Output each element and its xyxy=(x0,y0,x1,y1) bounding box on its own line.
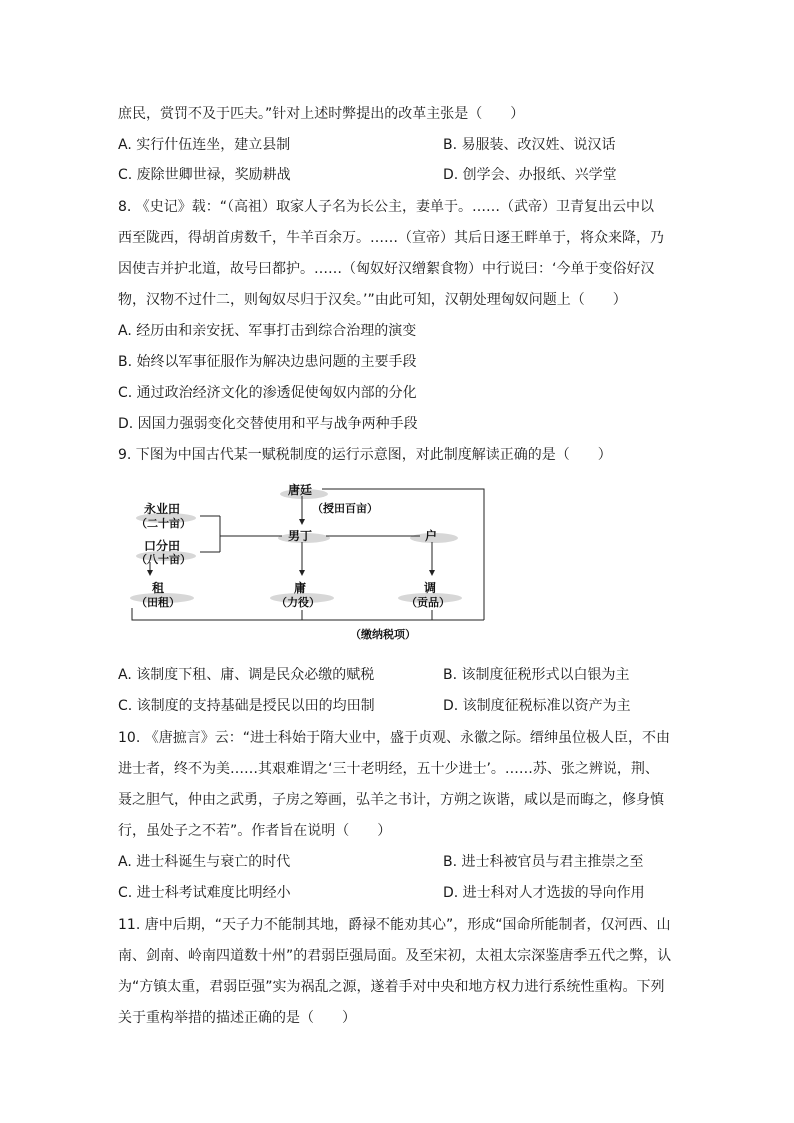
q7-option-d[interactable]: D. 创学会、办报纸、兴学堂 xyxy=(443,167,617,183)
q10-stem-line-4: 行，虽处子之不若”。作者旨在说明（ ） xyxy=(118,823,392,839)
grant-land-label: （授田百亩） xyxy=(312,502,378,515)
q10-option-a[interactable]: A. 进士科诞生与衰亡的时代 xyxy=(118,854,291,870)
diao-label: 调 xyxy=(424,581,437,595)
pay-tax-label: （缴纳税项） xyxy=(350,628,416,641)
diao-sub: （贡品） xyxy=(406,596,450,609)
q10-option-b[interactable]: B. 进士科被官员与君主推崇之至 xyxy=(443,854,644,870)
q8-option-c[interactable]: C. 通过政治经济文化的渗透促使匈奴内部的分化 xyxy=(118,385,417,401)
q8-option-b[interactable]: B. 始终以军事征服作为解决边患问题的主要手段 xyxy=(118,354,417,370)
q11-stem-line-4: 关于重构举措的描述正确的是（ ） xyxy=(118,1010,356,1026)
q9-option-a[interactable]: A. 该制度下租、庸、调是民众必缴的赋税 xyxy=(118,667,375,683)
q7-option-b[interactable]: B. 易服装、改汉姓、说汉话 xyxy=(443,137,616,153)
q9-option-d[interactable]: D. 该制度征税标准以资产为主 xyxy=(443,698,631,714)
q7-option-c[interactable]: C. 废除世卿世禄，奖励耕战 xyxy=(118,167,291,183)
koufen-field-label: 口分田 xyxy=(144,539,181,553)
yongye-field-sub: （二十亩） xyxy=(136,517,191,530)
q11-stem-line-1: 11. 唐中后期，“天子力不能制其地，爵禄不能劝其心”，形成“国命所能制者，仅河西、山 xyxy=(118,917,671,933)
q7-stem-continuation: 庶民，赏罚不及于匹夫。”针对上述时弊提出的改革主张是（ ） xyxy=(118,106,525,122)
tax-system-diagram xyxy=(122,480,492,650)
household-label: 户 xyxy=(425,529,438,543)
q9-option-b[interactable]: B. 该制度征税形式以白银为主 xyxy=(443,667,630,683)
zu-label: 租 xyxy=(152,581,165,595)
q8-stem-line-4: 物，汉物不过什二，则匈奴尽归于汉矣。’”由此可知，汉朝处理匈奴问题上（ ） xyxy=(118,292,627,308)
q9-stem: 9. 下图为中国古代某一赋税制度的运行示意图，对此制度解读正确的是（ ） xyxy=(118,447,612,463)
yong-label: 庸 xyxy=(294,581,307,595)
court-label: 唐廷 xyxy=(288,483,313,497)
koufen-field-sub: （八十亩） xyxy=(136,553,191,566)
q8-stem-line-3: 因使吉并护北道，故号曰都护。……（匈奴好汉缯絮食物）中行说曰：‘今单于变俗好汉 xyxy=(118,261,655,277)
q8-stem-line-2: 西至陇西，得胡首虏数千，牛羊百余万。……（宣帝）其后日逐王畔单于，将众来降，乃 xyxy=(118,230,664,246)
q8-option-d[interactable]: D. 因国力强弱变化交替使用和平与战争两种手段 xyxy=(118,416,418,432)
yong-sub: （力役） xyxy=(276,596,320,609)
zu-sub: （田租） xyxy=(136,596,180,609)
q10-stem-line-3: 聂之胆气，仲由之武勇，子房之筹画，弘羊之书计，方朔之诙谐，咸以是而晦之，修身慎 xyxy=(118,792,664,808)
q10-option-c[interactable]: C. 进士科考试难度比明经小 xyxy=(118,885,291,901)
q7-option-a[interactable]: A. 实行什伍连坐，建立县制 xyxy=(118,137,291,153)
yongye-field-label: 永业田 xyxy=(144,502,181,516)
q10-stem-line-2: 进士者，终不为美……其艰难谓之‘三十老明经，五十少进士’。……苏、张之辨说，荆、 xyxy=(118,761,659,777)
q10-stem-line-1: 10. 《唐摭言》云：“进士科始于隋大业中，盛于贞观、永徽之际。缙绅虽位极人臣，不由 xyxy=(118,730,670,746)
q8-option-a[interactable]: A. 经历由和亲安抚、军事打击到综合治理的演变 xyxy=(118,323,417,339)
male-adult-label: 男丁 xyxy=(288,529,313,543)
q9-option-c[interactable]: C. 该制度的支持基础是授民以田的均田制 xyxy=(118,698,375,714)
q11-stem-line-2: 南、剑南、岭南四道数十州”的君弱臣强局面。及至宋初，太祖太宗深鉴唐季五代之弊，认 xyxy=(118,948,672,964)
q11-stem-line-3: 为“方镇太重，君弱臣强”实为祸乱之源，遂着手对中央和地方权力进行系统性重构。下列 xyxy=(118,979,665,995)
q8-stem-line-1: 8. 《史记》载：“（高祖）取家人子名为长公主，妻单于。……（武帝）卫青复出云中以 xyxy=(118,199,655,215)
q10-option-d[interactable]: D. 进士科对人才选拔的导向作用 xyxy=(443,885,645,901)
